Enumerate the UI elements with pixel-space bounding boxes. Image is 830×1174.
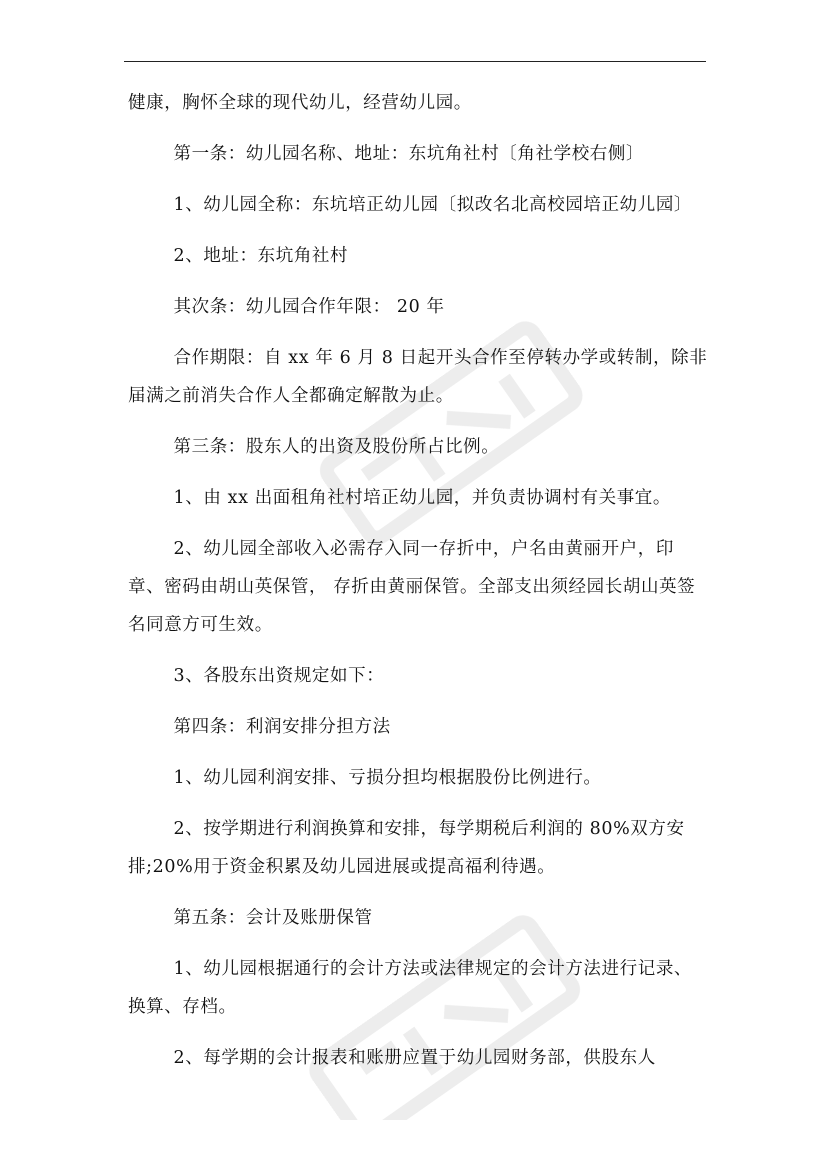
paragraph: 1、幼儿园利润安排、亏损分担均根据股份比例进行。 [173,768,602,788]
paragraph: 2、地址：东坑角社村 [173,246,349,266]
paragraph: 其次条：幼儿园合作年限： 20 年 [173,297,445,317]
paragraph: 健康，胸怀全球的现代幼儿，经营幼儿园。 [128,93,472,113]
paragraph: 合作期限：自 xx 年 6 月 8 日起开头合作至停转办学或转制，除非届满之前消失合作人全都确定解散为止。 [128,348,708,406]
document-body [128,84,708,1090]
paragraph: 2、按学期进行利润换算和安排，每学期税后利润的 80%双方安排;20%用于资金积累及幼儿园进展或提高福利待遇。 [128,819,685,877]
paragraph: 第四条：利润安排分担方法 [173,717,391,737]
paragraph: 1、幼儿园全称：东坑培正幼儿园〔拟改名北高校园培正幼儿园〕 [173,195,693,215]
paragraph: 3、各股东出资规定如下： [173,666,385,686]
paragraph: 2、幼儿园全部收入必需存入同一存折中，户名由黄丽开户，印章、密码由胡山英保管， 存折由黄丽保管。全部支出须经园长胡山英签名同意方可生效。 [128,539,696,635]
paragraph: 1、幼儿园根据通行的会计方法或法律规定的会计方法进行记录、换算、存档。 [128,959,693,1017]
paragraph: 第五条：会计及账册保管 [173,908,373,928]
paragraph: 1、由 xx 出面租角社村培正幼儿园，并负责协调村有关事宜。 [173,488,671,508]
header-rule [124,61,706,62]
paragraph: 第三条：股东人的出资及股份所占比例。 [173,437,500,457]
paragraph: 2、每学期的会计报表和账册应置于幼儿园财务部，供股东人 [173,1048,656,1068]
paragraph: 第一条：幼儿园名称、地址：东坑角社村〔角社学校右侧〕 [173,144,645,164]
